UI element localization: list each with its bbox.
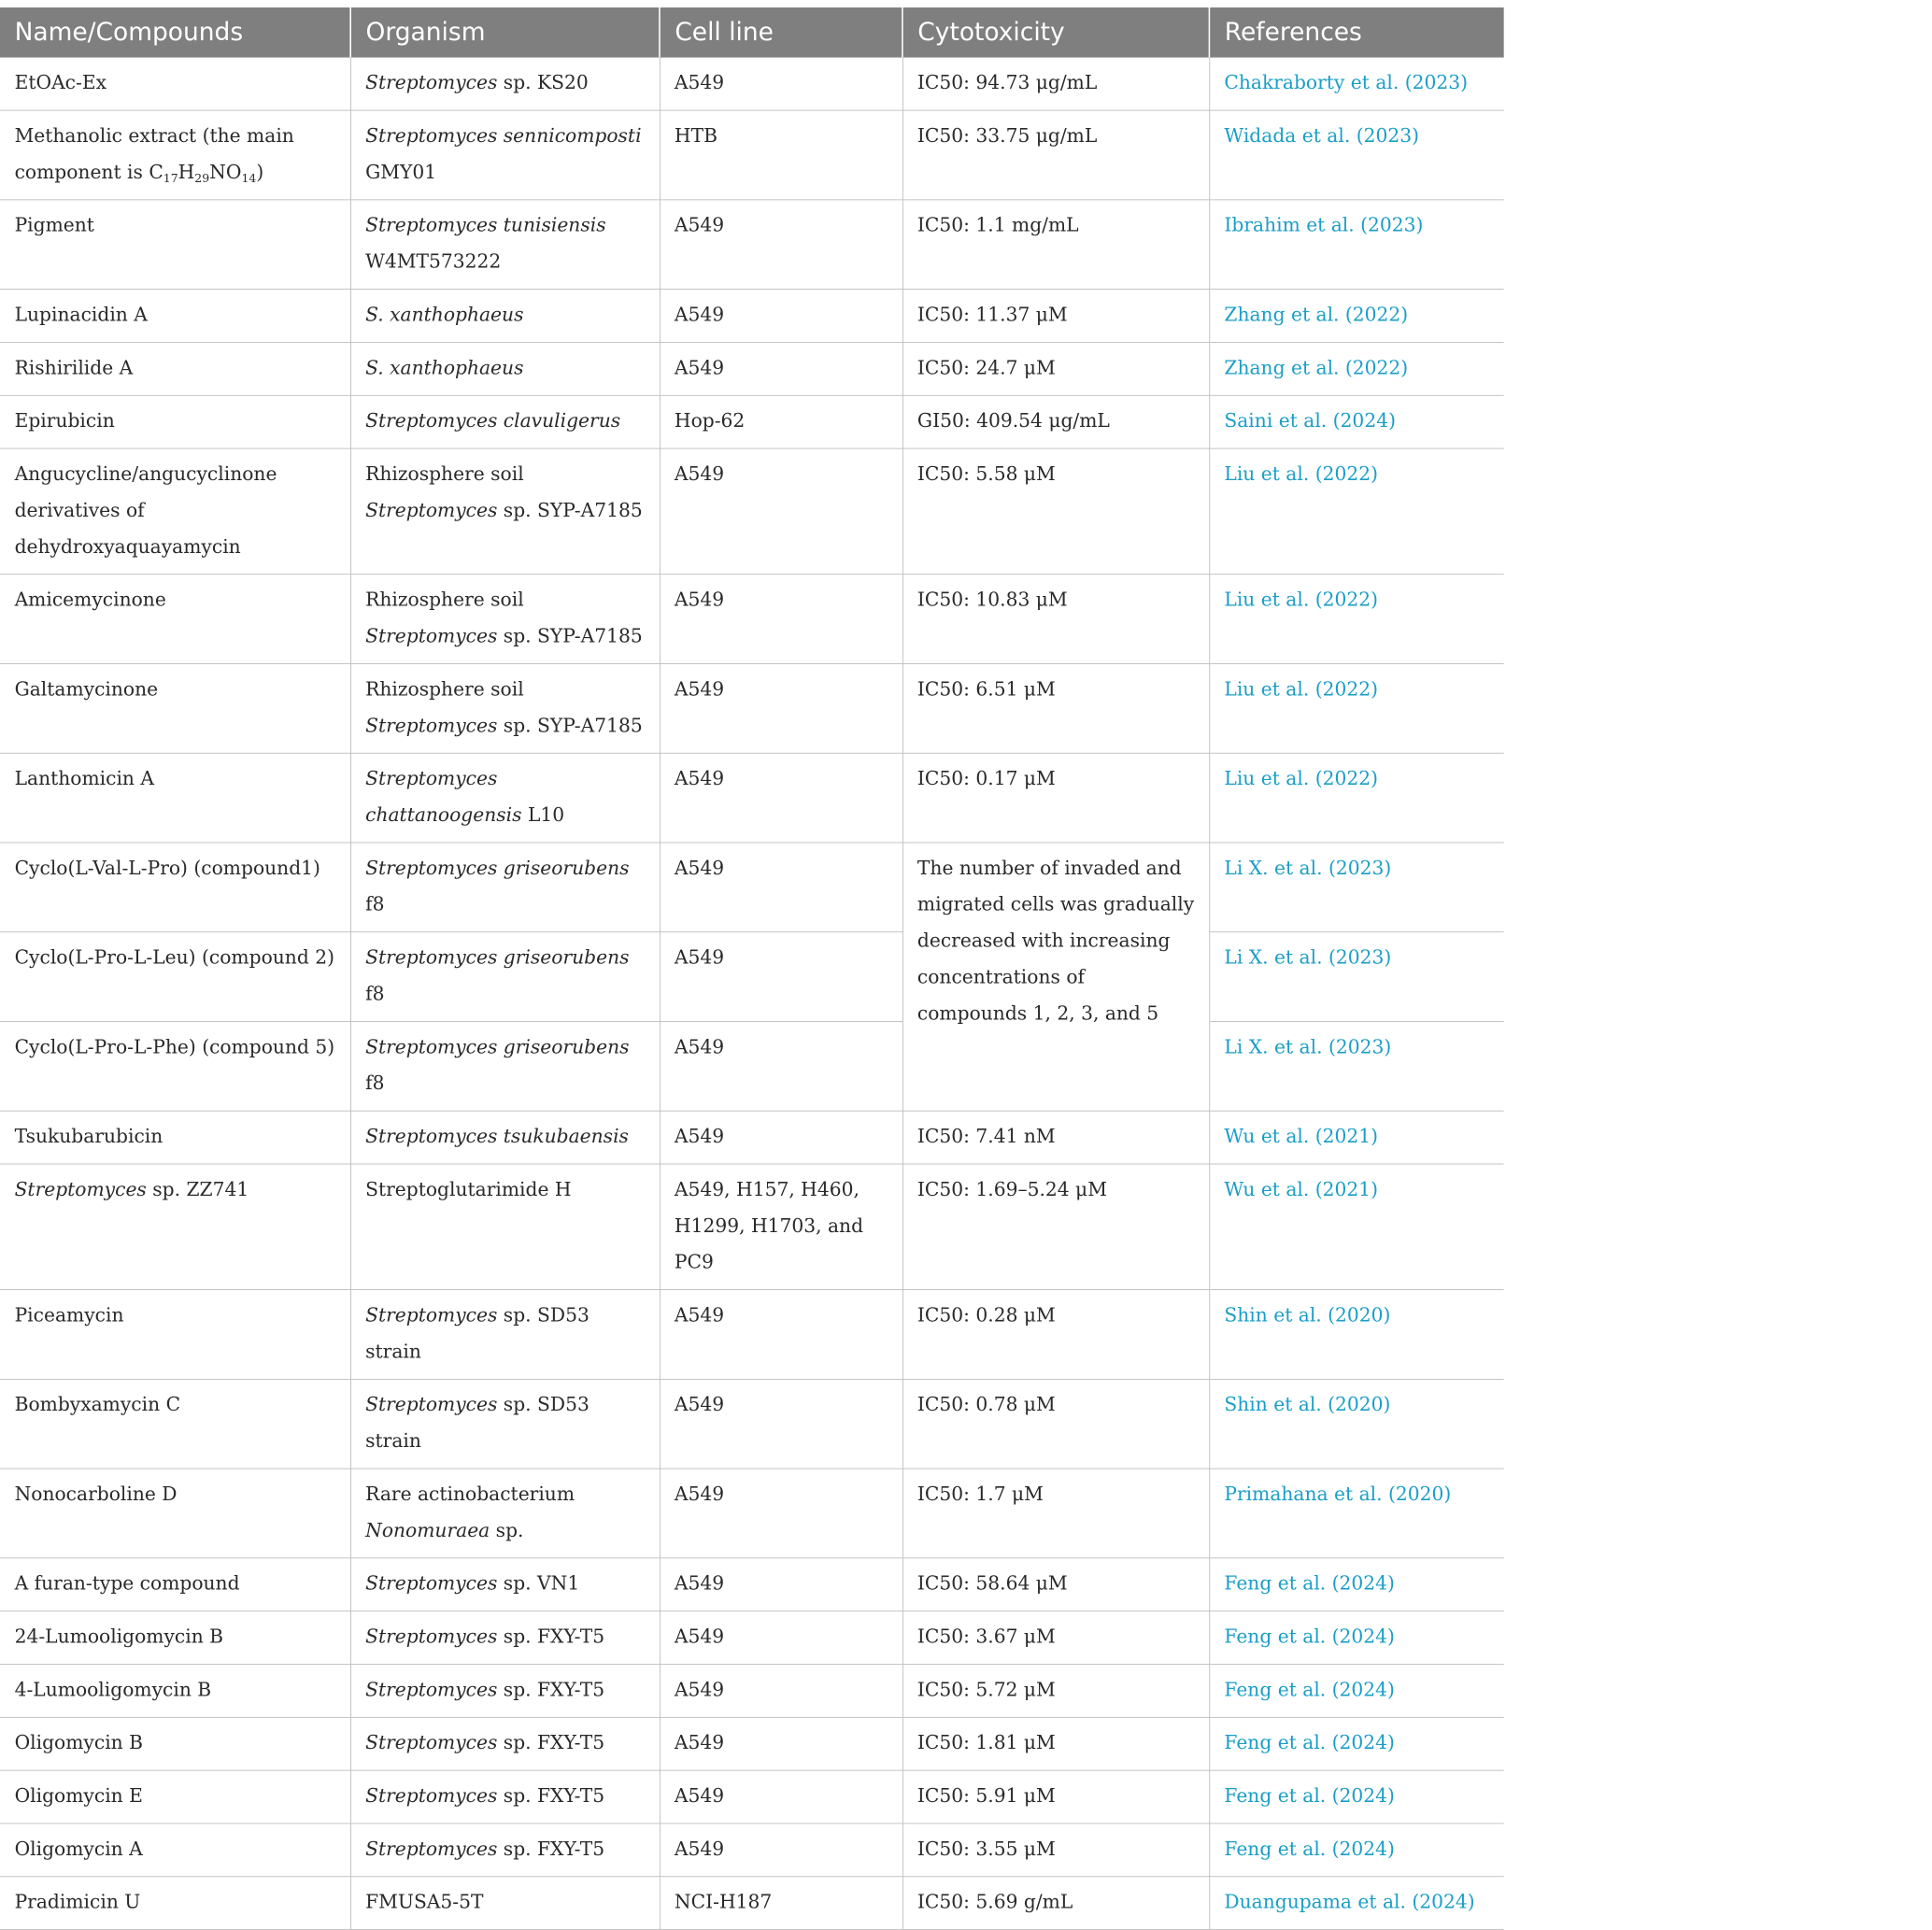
table-row: [0, 932, 1504, 1022]
reference-link[interactable]: Chakraborty et al. (2023): [1224, 72, 1469, 94]
cell-cytotoxicity: IC50: 0.28 μM: [902, 1290, 1209, 1380]
reference-link[interactable]: Li X. et al. (2023): [1224, 857, 1392, 880]
table-row: [0, 1770, 1504, 1824]
italic-text: Streptomyces griseorubens: [365, 857, 630, 880]
table-row: [0, 1164, 1504, 1290]
italic-text: Streptomyces tsukubaensis: [365, 1126, 629, 1148]
reference-link[interactable]: Zhang et al. (2022): [1224, 304, 1409, 326]
cell-line: A549: [660, 1770, 902, 1824]
cell-name: Cyclo(L-Pro-L-Phe) (compound 5): [0, 1021, 350, 1111]
cell-line: A549: [660, 575, 902, 664]
cell-reference: [1209, 1611, 1503, 1665]
cell-reference: [1209, 1469, 1503, 1558]
cell-name: Lanthomicin A: [0, 753, 350, 843]
cell-cytotoxicity: IC50: 11.37 μM: [902, 290, 1209, 343]
cell-reference: [1209, 1290, 1503, 1380]
table-row: [0, 575, 1504, 664]
cell-organism: Rhizosphere soil Streptomyces sp. SYP-A7185: [350, 663, 660, 753]
cell-line: Hop-62: [660, 395, 902, 448]
italic-text: Streptomyces: [365, 1572, 498, 1596]
table-row: [0, 448, 1504, 575]
cell-reference: [1209, 342, 1503, 395]
italic-text: Streptomyces clavuligerus: [365, 410, 621, 433]
cell-line: A549: [660, 448, 902, 575]
cell-reference: [1209, 1111, 1503, 1164]
cell-reference: [1209, 1717, 1503, 1770]
cell-name: Angucycline/angucyclinone derivatives of dehydroxyaquayamycin: [0, 448, 350, 575]
cell-cytotoxicity: IC50: 33.75 μg/mL: [902, 110, 1209, 200]
cell-name: Cyclo(L-Pro-L-Leu) (compound 2): [0, 932, 350, 1022]
cell-cytotoxicity: The number of invaded and migrated cells was gradually decreased with increasing concentrations of compounds 1, 2, 3, and 5: [902, 843, 1209, 1111]
italic-text: Streptomyces: [365, 1732, 498, 1754]
cell-organism: [350, 342, 660, 395]
cell-cytotoxicity: IC50: 58.64 μM: [902, 1558, 1209, 1611]
cell-name: Oligomycin E: [0, 1770, 350, 1824]
cell-name: Rishirilide A: [0, 342, 350, 395]
cell-cytotoxicity: IC50: 3.55 μM: [902, 1824, 1209, 1877]
reference-link[interactable]: Zhang et al. (2022): [1224, 357, 1409, 379]
italic-text: Streptomyces: [365, 715, 498, 737]
italic-text: Streptomyces: [365, 1679, 498, 1701]
italic-text: Streptomyces tunisiensis: [365, 214, 606, 237]
italic-text: Streptomyces chattanoogensis: [365, 768, 522, 827]
cell-organism: Streptomyces sp. FXY-T5: [350, 1824, 660, 1877]
cell-name: Piceamycin: [0, 1290, 350, 1380]
reference-link[interactable]: Feng et al. (2024): [1224, 1572, 1395, 1596]
cell-line: A549: [660, 932, 902, 1022]
reference-link[interactable]: Feng et al. (2024): [1224, 1838, 1395, 1861]
cell-name: Oligomycin B: [0, 1717, 350, 1770]
cell-line: A549, H157, H460, H1299, H1703, and PC9: [660, 1164, 902, 1290]
cell-cytotoxicity: IC50: 7.41 nM: [902, 1111, 1209, 1164]
header-name: Name/Compounds: [0, 7, 350, 57]
cell-organism: Rare actinobacterium Nonomuraea sp.: [350, 1469, 660, 1558]
cell-line: A549: [660, 200, 902, 290]
cell-reference: [1209, 1824, 1503, 1877]
cell-organism: Streptomyces sp. SD53 strain: [350, 1379, 660, 1469]
table-header: [0, 7, 1504, 57]
cell-cytotoxicity: IC50: 5.58 μM: [902, 448, 1209, 575]
reference-link[interactable]: Ibrahim et al. (2023): [1224, 214, 1424, 237]
subscript: 14: [241, 171, 257, 185]
reference-link[interactable]: Feng et al. (2024): [1224, 1679, 1395, 1701]
cell-name: Amicemycinone: [0, 575, 350, 664]
cell-cytotoxicity: IC50: 10.83 μM: [902, 575, 1209, 664]
cell-cytotoxicity: IC50: 3.67 μM: [902, 1611, 1209, 1665]
cell-reference: [1209, 1164, 1503, 1290]
cell-cytotoxicity: IC50: 1.1 mg/mL: [902, 200, 1209, 290]
table-row: [0, 1290, 1504, 1380]
cell-organism: Streptomyces griseorubens f8: [350, 843, 660, 932]
cell-reference: [1209, 1379, 1503, 1469]
cell-line: A549: [660, 57, 902, 110]
cell-reference: [1209, 57, 1503, 110]
cell-cytotoxicity: IC50: 0.78 μM: [902, 1379, 1209, 1469]
cell-organism: Streptomyces sp. FXY-T5: [350, 1770, 660, 1824]
italic-text: Streptomyces: [365, 72, 498, 94]
reference-link[interactable]: Widada et al. (2023): [1224, 125, 1420, 148]
cell-cytotoxicity: IC50: 6.51 μM: [902, 663, 1209, 753]
cell-reference: [1209, 1877, 1503, 1930]
cell-line: HTB: [660, 110, 902, 200]
cell-name: Tsukubarubicin: [0, 1111, 350, 1164]
header-organism: Organism: [350, 7, 660, 57]
cell-name: Pradimicin U: [0, 1877, 350, 1930]
cell-organism: Streptomyces griseorubens f8: [350, 1021, 660, 1111]
cell-name: 4-Lumooligomycin B: [0, 1665, 350, 1718]
cell-reference: [1209, 753, 1503, 843]
table-body: [0, 57, 1504, 1929]
cell-line: A549: [660, 1379, 902, 1469]
table-row: [0, 753, 1504, 843]
cell-organism: Streptomyces sp. FXY-T5: [350, 1717, 660, 1770]
cell-organism: Streptoglutarimide H: [350, 1164, 660, 1290]
cell-line: A549: [660, 753, 902, 843]
reference-link[interactable]: Liu et al. (2022): [1224, 768, 1379, 790]
cell-organism: Streptomyces tunisiensis W4MT573222: [350, 200, 660, 290]
table-row: [0, 395, 1504, 448]
cell-name: Bombyxamycin C: [0, 1379, 350, 1469]
cell-name: 24-Lumooligomycin B: [0, 1611, 350, 1665]
cell-line: A549: [660, 1021, 902, 1111]
cell-line: A549: [660, 290, 902, 343]
cell-cytotoxicity: IC50: 1.69–5.24 μM: [902, 1164, 1209, 1290]
cell-reference: [1209, 575, 1503, 664]
cell-cytotoxicity: IC50: 1.7 μM: [902, 1469, 1209, 1558]
cell-organism: [350, 290, 660, 343]
cell-cytotoxicity: GI50: 409.54 μg/mL: [902, 395, 1209, 448]
cell-reference: [1209, 290, 1503, 343]
cell-reference: [1209, 448, 1503, 575]
cell-line: A549: [660, 1665, 902, 1718]
subscript: 17: [163, 171, 178, 185]
reference-link[interactable]: Liu et al. (2022): [1224, 678, 1379, 701]
cell-name: Methanolic extract (the main component is $C_{17}H_{29}NO_{14}$): [0, 110, 350, 200]
cell-cytotoxicity: IC50: 5.72 μM: [902, 1665, 1209, 1718]
italic-text: Streptomyces: [365, 1394, 498, 1416]
italic-text: Nonomuraea: [365, 1520, 490, 1542]
compounds-table: [0, 7, 1504, 1930]
reference-link[interactable]: Duangupama et al. (2024): [1224, 1891, 1475, 1914]
cell-cytotoxicity: IC50: 5.91 μM: [902, 1770, 1209, 1824]
table-row: [0, 1469, 1504, 1558]
reference-link[interactable]: Feng et al. (2024): [1224, 1732, 1395, 1754]
cell-line: A549: [660, 1290, 902, 1380]
cell-name: Galtamycinone: [0, 663, 350, 753]
reference-link[interactable]: Feng et al. (2024): [1224, 1785, 1395, 1808]
italic-text: S. xanthophaeus: [365, 357, 524, 379]
cell-line: A549: [660, 1717, 902, 1770]
cell-cytotoxicity: IC50: 1.81 μM: [902, 1717, 1209, 1770]
cell-organism: Streptomyces chattanoogensis L10: [350, 753, 660, 843]
cell-reference: [1209, 843, 1503, 932]
cell-organism: Streptomyces griseorubens f8: [350, 932, 660, 1022]
cell-line: A549: [660, 1611, 902, 1665]
cell-organism: Streptomyces sp. FXY-T5: [350, 1665, 660, 1718]
cell-line: A549: [660, 1111, 902, 1164]
cell-name: Nonocarboline D: [0, 1469, 350, 1558]
reference-link[interactable]: Wu et al. (2021): [1224, 1126, 1379, 1148]
table-row: [0, 663, 1504, 753]
cell-reference: [1209, 1665, 1503, 1718]
reference-link[interactable]: Li X. et al. (2023): [1224, 1036, 1392, 1058]
table-row: [0, 1111, 1504, 1164]
cell-line: A549: [660, 1824, 902, 1877]
cell-reference: [1209, 110, 1503, 200]
cell-organism: Streptomyces sp. FXY-T5: [350, 1611, 660, 1665]
cell-name: Lupinacidin A: [0, 290, 350, 343]
table-row: [0, 290, 1504, 343]
italic-text: Streptomyces: [14, 1178, 147, 1201]
cell-reference: [1209, 1558, 1503, 1611]
cell-name: A furan-type compound: [0, 1558, 350, 1611]
table-row: [0, 1717, 1504, 1770]
italic-text: Streptomyces griseorubens: [365, 946, 630, 969]
cell-organism: Rhizosphere soil Streptomyces sp. SYP-A7185: [350, 448, 660, 575]
header-row: [0, 7, 1504, 57]
cell-reference: [1209, 932, 1503, 1022]
cell-organism: Streptomyces sp. KS20: [350, 57, 660, 110]
table-row: [0, 1558, 1504, 1611]
cell-organism: Streptomyces sennicomposti GMY01: [350, 110, 660, 200]
reference-link[interactable]: Shin et al. (2020): [1224, 1304, 1391, 1327]
cell-cytotoxicity: IC50: 0.17 μM: [902, 753, 1209, 843]
cell-name: Oligomycin A: [0, 1824, 350, 1877]
table-row: [0, 1824, 1504, 1877]
cell-organism: Streptomyces sp. VN1: [350, 1558, 660, 1611]
header-cytotoxicity: Cytotoxicity: [902, 7, 1209, 57]
cell-name: Streptomyces sp. ZZ741: [0, 1164, 350, 1290]
cell-line: NCI-H187: [660, 1877, 902, 1930]
table-row: [0, 1877, 1504, 1930]
reference-link[interactable]: Liu et al. (2022): [1224, 589, 1379, 612]
table-container: [0, 7, 1504, 1930]
cell-reference: [1209, 1770, 1503, 1824]
table-row: [0, 110, 1504, 200]
cell-name: EtOAc-Ex: [0, 57, 350, 110]
reference-link[interactable]: Li X. et al. (2023): [1224, 946, 1392, 969]
cell-line: A549: [660, 1469, 902, 1558]
header-references: References: [1209, 7, 1503, 57]
cell-reference: [1209, 663, 1503, 753]
table-row: [0, 342, 1504, 395]
cell-organism: FMUSA5-5T: [350, 1877, 660, 1930]
italic-text: Streptomyces: [365, 499, 498, 522]
cell-reference: [1209, 1021, 1503, 1111]
reference-link[interactable]: Primahana et al. (2020): [1224, 1483, 1452, 1506]
table-row: [0, 1379, 1504, 1469]
table-row: [0, 1611, 1504, 1665]
cell-line: A549: [660, 342, 902, 395]
reference-link[interactable]: Feng et al. (2024): [1224, 1625, 1395, 1648]
italic-text: Streptomyces: [365, 1625, 498, 1648]
reference-link[interactable]: Liu et al. (2022): [1224, 463, 1379, 486]
subscript: 29: [194, 171, 210, 185]
italic-text: Streptomyces: [365, 1785, 498, 1808]
reference-link[interactable]: Saini et al. (2024): [1224, 410, 1396, 433]
cell-line: A549: [660, 843, 902, 932]
cell-line: A549: [660, 1558, 902, 1611]
cell-organism: Streptomyces sp. SD53 strain: [350, 1290, 660, 1380]
cell-cytotoxicity: IC50: 5.69 g/mL: [902, 1877, 1209, 1930]
italic-text: Streptomyces sennicomposti: [365, 125, 642, 148]
cell-organism: Rhizosphere soil Streptomyces sp. SYP-A7185: [350, 575, 660, 664]
table-row: [0, 843, 1504, 932]
cell-organism: [350, 395, 660, 448]
cell-name: Epirubicin: [0, 395, 350, 448]
cell-reference: [1209, 395, 1503, 448]
italic-text: Streptomyces: [365, 1838, 498, 1861]
cell-name: Pigment: [0, 200, 350, 290]
italic-text: Streptomyces griseorubens: [365, 1036, 630, 1058]
table-row: [0, 1665, 1504, 1718]
cell-name: Cyclo(L-Val-L-Pro) (compound1): [0, 843, 350, 932]
italic-text: S. xanthophaeus: [365, 304, 524, 326]
header-cell-line: Cell line: [660, 7, 902, 57]
cell-organism: [350, 1111, 660, 1164]
table-row: [0, 200, 1504, 290]
reference-link[interactable]: Wu et al. (2021): [1224, 1178, 1379, 1201]
cell-reference: [1209, 200, 1503, 290]
table-row: [0, 1021, 1504, 1111]
cell-line: A549: [660, 663, 902, 753]
table-row: [0, 57, 1504, 110]
italic-text: Streptomyces: [365, 1304, 498, 1327]
reference-link[interactable]: Shin et al. (2020): [1224, 1394, 1391, 1416]
italic-text: Streptomyces: [365, 625, 498, 647]
cell-cytotoxicity: IC50: 24.7 μM: [902, 342, 1209, 395]
cell-cytotoxicity: IC50: 94.73 μg/mL: [902, 57, 1209, 110]
